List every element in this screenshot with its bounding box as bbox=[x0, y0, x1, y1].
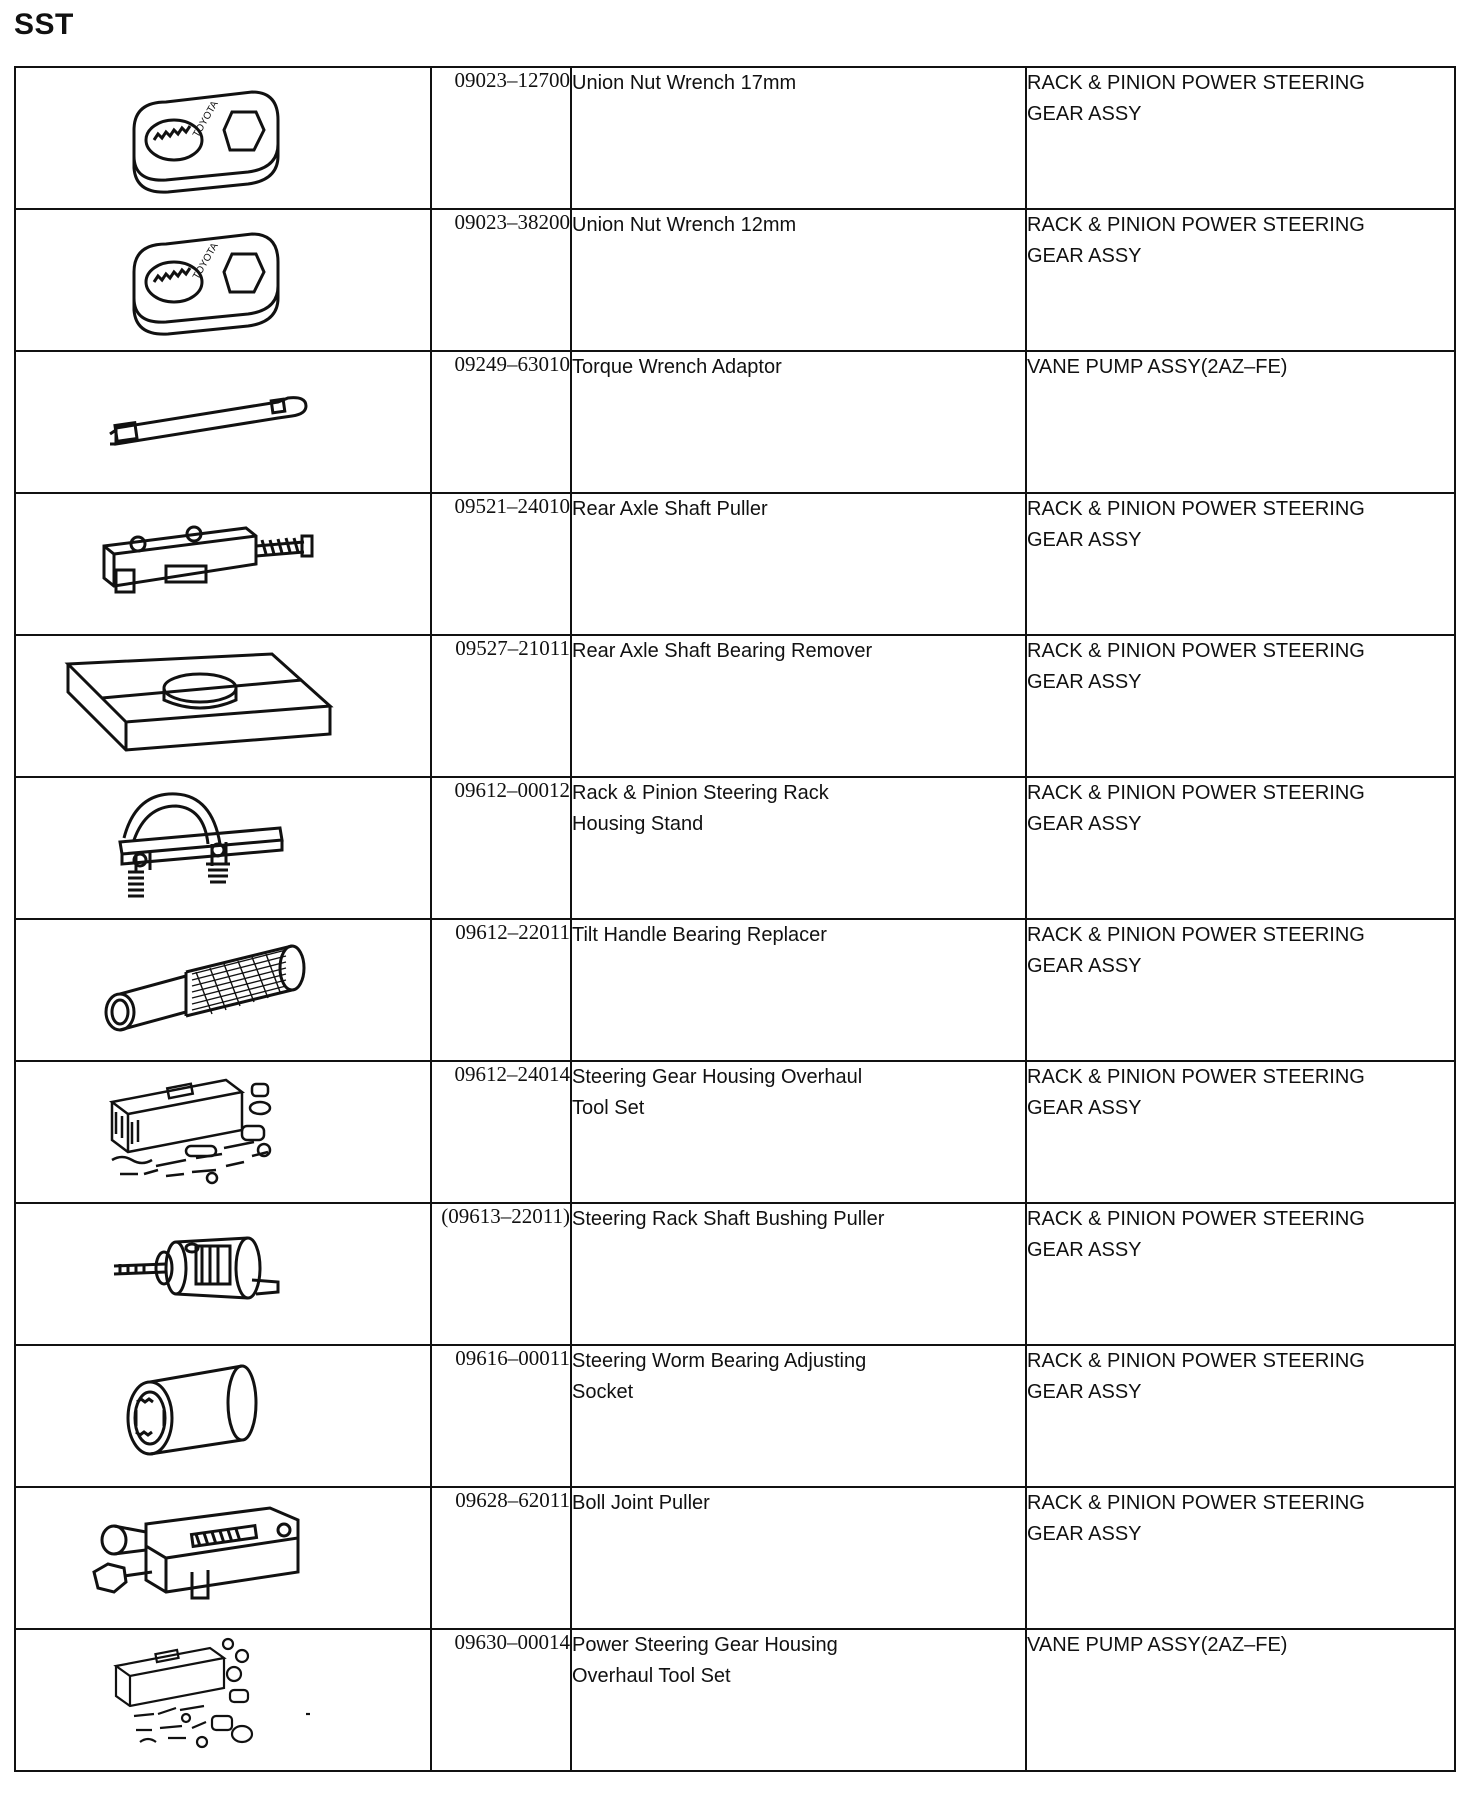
part-number: 09628–62011 bbox=[431, 1487, 571, 1629]
usage-cell bbox=[1026, 635, 1455, 777]
tool-usage: RACK & PINION POWER STEERING GEAR ASSY bbox=[1027, 782, 1365, 835]
part-number: 09612–00012 bbox=[431, 777, 571, 919]
part-number: (09613–22011) bbox=[431, 1203, 571, 1345]
tool-usage: RACK & PINION POWER STEERING GEAR ASSY bbox=[1027, 498, 1365, 551]
housing-stand-icon bbox=[15, 777, 431, 919]
part-number: 09612–22011 bbox=[431, 919, 571, 1061]
part-number: 09616–00011 bbox=[431, 1345, 571, 1487]
tool-name-cell bbox=[571, 1203, 1026, 1345]
part-number: 09630–00014 bbox=[431, 1629, 571, 1771]
usage-cell bbox=[1026, 1061, 1455, 1203]
table-row bbox=[15, 1345, 1455, 1487]
tool-name: Union Nut Wrench 17mm bbox=[572, 72, 797, 94]
svg-text:TOYOTA: TOYOTA bbox=[191, 241, 221, 282]
torque-wrench-adaptor-icon bbox=[15, 351, 431, 493]
tool-name-cell bbox=[571, 209, 1026, 351]
svg-text:TOYOTA: TOYOTA bbox=[191, 99, 221, 140]
tool-usage: RACK & PINION POWER STEERING GEAR ASSY bbox=[1027, 1350, 1365, 1403]
tool-name: Steering Rack Shaft Bushing Puller bbox=[572, 1208, 885, 1230]
table-row bbox=[15, 919, 1455, 1061]
tool-name-cell bbox=[571, 919, 1026, 1061]
table-row bbox=[15, 209, 1455, 351]
part-number: 09521–24010 bbox=[431, 493, 571, 635]
table-row bbox=[15, 777, 1455, 919]
table-row bbox=[15, 493, 1455, 635]
table-row bbox=[15, 351, 1455, 493]
tool-name-cell bbox=[571, 351, 1026, 493]
usage-cell bbox=[1026, 493, 1455, 635]
tool-usage: RACK & PINION POWER STEERING GEAR ASSY bbox=[1027, 640, 1365, 693]
usage-cell bbox=[1026, 1487, 1455, 1629]
usage-cell bbox=[1026, 777, 1455, 919]
tool-usage: VANE PUMP ASSY(2AZ–FE) bbox=[1027, 356, 1288, 378]
tool-name-cell bbox=[571, 1487, 1026, 1629]
tool-name-cell bbox=[571, 635, 1026, 777]
adjusting-socket-icon bbox=[15, 1345, 431, 1487]
tool-set-icon bbox=[15, 1061, 431, 1203]
tool-set-icon bbox=[15, 1629, 431, 1771]
tool-usage: RACK & PINION POWER STEERING GEAR ASSY bbox=[1027, 924, 1365, 977]
ball-joint-puller-icon bbox=[15, 1487, 431, 1629]
bushing-puller-icon bbox=[15, 1203, 431, 1345]
usage-cell bbox=[1026, 351, 1455, 493]
bearing-remover-icon bbox=[15, 635, 431, 777]
tool-name: Rack & Pinion Steering Rack Housing Stand bbox=[572, 782, 829, 835]
tool-name-cell bbox=[571, 67, 1026, 209]
tool-usage: RACK & PINION POWER STEERING GEAR ASSY bbox=[1027, 1492, 1365, 1545]
usage-cell bbox=[1026, 67, 1455, 209]
union-nut-wrench-icon bbox=[15, 67, 431, 209]
tool-name: Tilt Handle Bearing Replacer bbox=[572, 924, 827, 946]
table-row bbox=[15, 67, 1455, 209]
tool-name: Union Nut Wrench 12mm bbox=[572, 214, 797, 236]
tool-usage: RACK & PINION POWER STEERING GEAR ASSY bbox=[1027, 72, 1365, 125]
table-row bbox=[15, 1203, 1455, 1345]
part-number: 09612–24014 bbox=[431, 1061, 571, 1203]
tool-usage: RACK & PINION POWER STEERING GEAR ASSY bbox=[1027, 214, 1365, 267]
table-row bbox=[15, 1629, 1455, 1771]
table-row bbox=[15, 1487, 1455, 1629]
bearing-replacer-icon bbox=[15, 919, 431, 1061]
tool-usage: RACK & PINION POWER STEERING GEAR ASSY bbox=[1027, 1208, 1365, 1261]
tool-usage: RACK & PINION POWER STEERING GEAR ASSY bbox=[1027, 1066, 1365, 1119]
tool-name-cell bbox=[571, 1061, 1026, 1203]
usage-cell bbox=[1026, 1345, 1455, 1487]
tool-name-cell bbox=[571, 777, 1026, 919]
axle-shaft-puller-icon bbox=[15, 493, 431, 635]
table-row bbox=[15, 1061, 1455, 1203]
tool-name-cell bbox=[571, 493, 1026, 635]
part-number: 09023–38200 bbox=[431, 209, 571, 351]
usage-cell bbox=[1026, 919, 1455, 1061]
tool-name-cell bbox=[571, 1629, 1026, 1771]
table-row bbox=[15, 635, 1455, 777]
page-title: SST bbox=[14, 8, 74, 41]
tool-name: Rear Axle Shaft Puller bbox=[572, 498, 768, 520]
part-number: 09249–63010 bbox=[431, 351, 571, 493]
usage-cell bbox=[1026, 1203, 1455, 1345]
usage-cell bbox=[1026, 209, 1455, 351]
tool-usage: VANE PUMP ASSY(2AZ–FE) bbox=[1027, 1634, 1288, 1656]
sst-table bbox=[14, 66, 1456, 1772]
tool-name: Power Steering Gear Housing Overhaul Tool Set bbox=[572, 1634, 838, 1687]
tool-name: Rear Axle Shaft Bearing Remover bbox=[572, 640, 873, 662]
tool-name: Boll Joint Puller bbox=[572, 1492, 710, 1514]
tool-name: Steering Gear Housing Overhaul Tool Set bbox=[572, 1066, 863, 1119]
usage-cell bbox=[1026, 1629, 1455, 1771]
part-number: 09023–12700 bbox=[431, 67, 571, 209]
tool-name: Torque Wrench Adaptor bbox=[572, 356, 782, 378]
tool-name: Steering Worm Bearing Adjusting Socket bbox=[572, 1350, 867, 1403]
union-nut-wrench-icon bbox=[15, 209, 431, 351]
tool-name-cell bbox=[571, 1345, 1026, 1487]
part-number: 09527–21011 bbox=[431, 635, 571, 777]
